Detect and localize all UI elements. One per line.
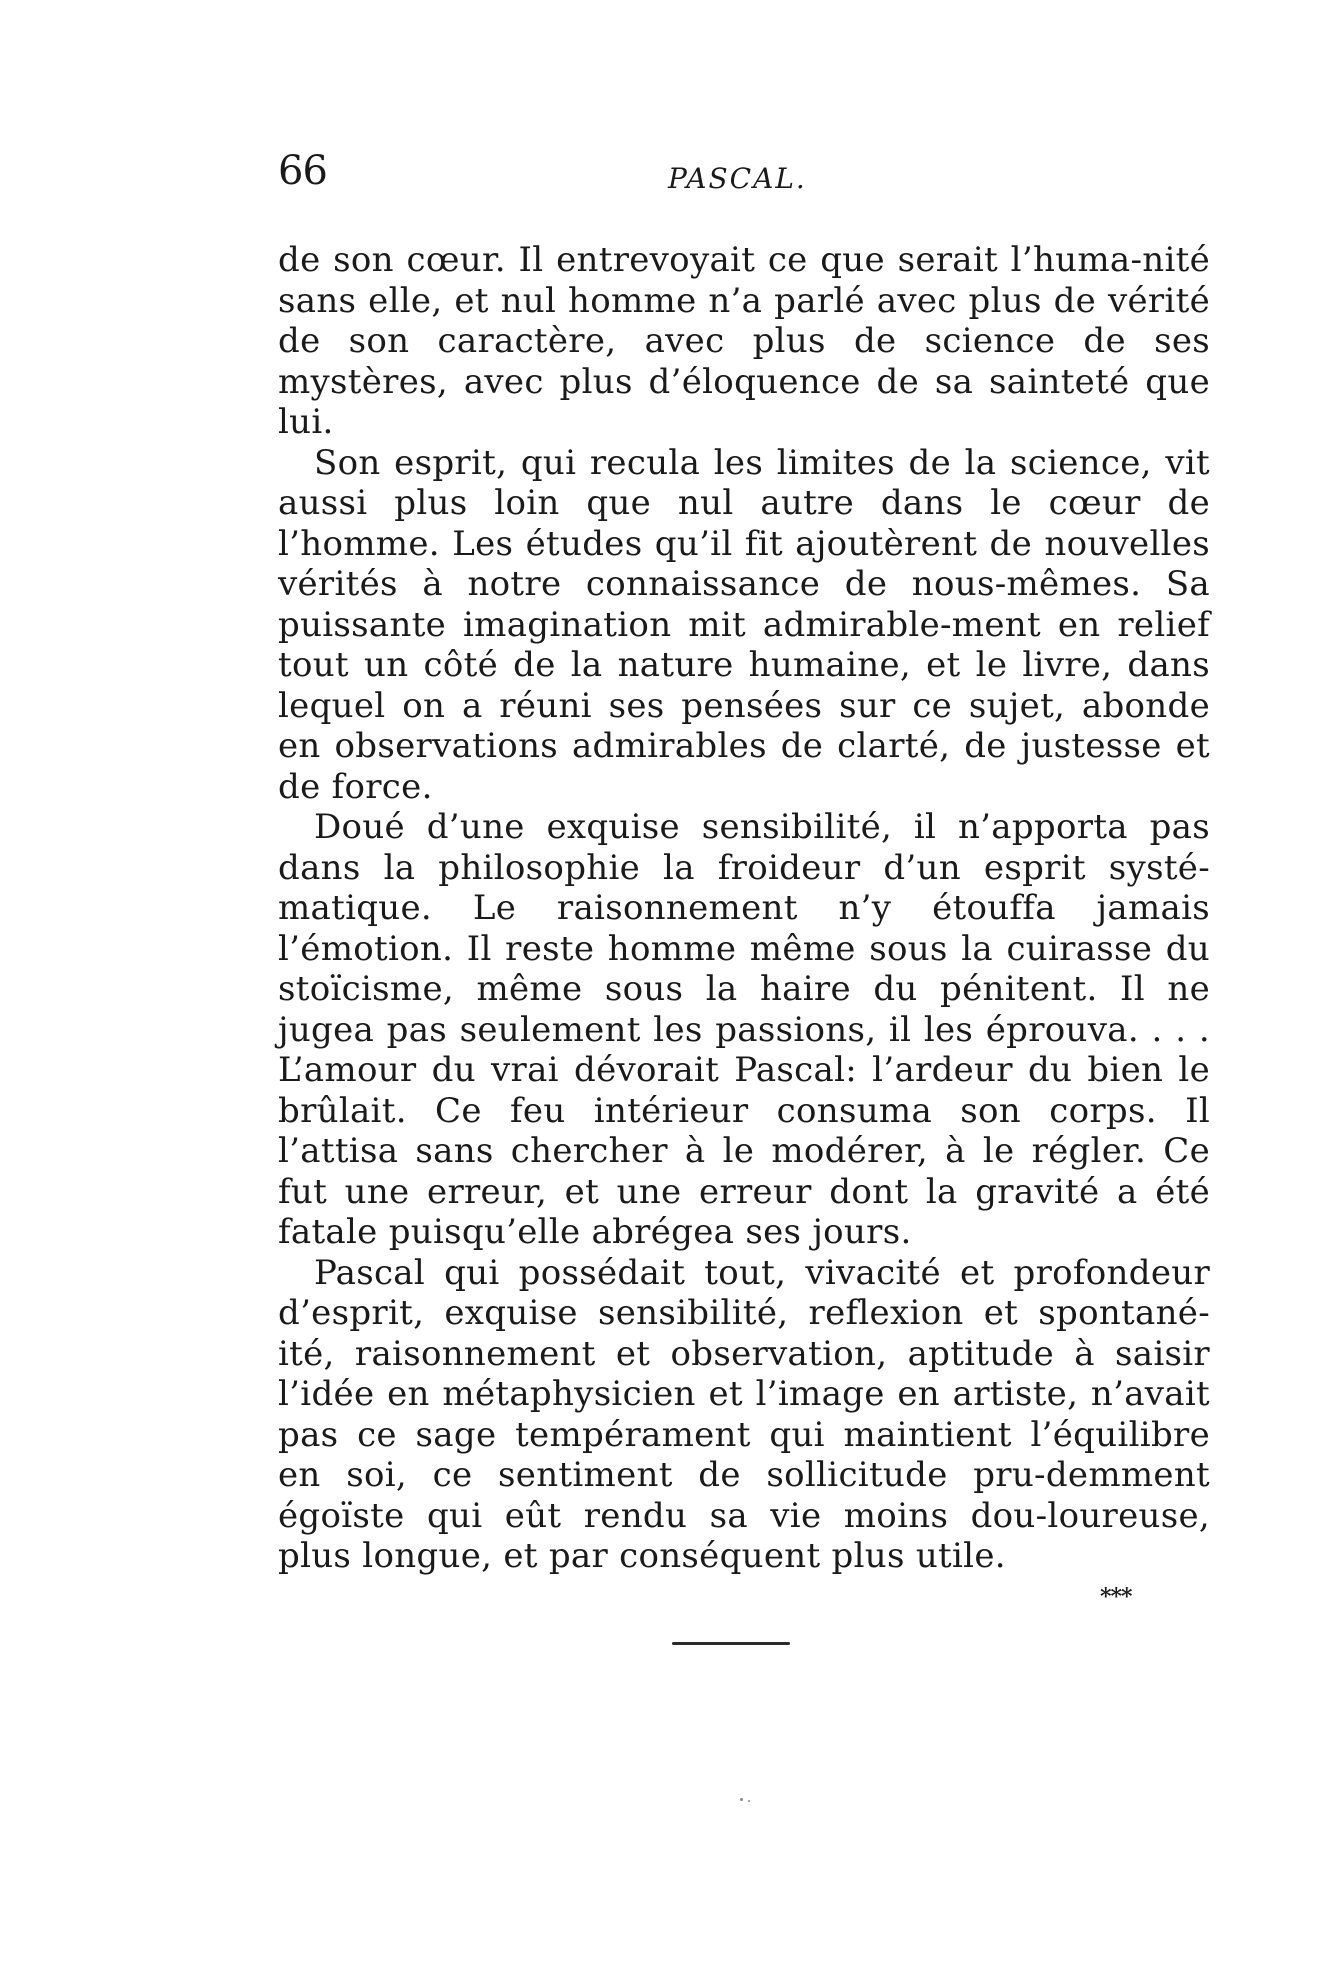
paragraph-2: Son esprit, qui recula les limites de la science, vit aussi plus loin que nul autre dans le cœur de l’homme. Les études qu’il fit ajoutèrent de nouvelles vérités à notre connaissance de nous-mêmes. Sa puissante imagination mit admirable-ment en relief tout un côté de la nature humaine, et le livre, dans lequel on a réuni ses pensées sur ce sujet, abonde en observations admirables de clarté, de justesse et de force. [278,442,1210,807]
running-title: PASCAL. [668,162,807,195]
end-asterisks: *** [1100,1584,1132,1610]
paragraph-4: Pascal qui possédait tout, vivacité et profondeur d’esprit, exquise sensibilité, reflexion et spontané-ité, raisonnement et observation, aptitude à saisir l’idée en métaphysicien et l’image en artiste, n’avait pas ce sage tempérament qui maintient l’équilibre en soi, ce sentiment de sollicitude pru-demment égoïste qui eût rendu sa vie moins dou-loureuse, plus longue, et par conséquent plus utile. [278,1252,1210,1576]
paragraph-3: Doué d’une exquise sensibilité, il n’apporta pas dans la philosophie la froideur d’un esprit systé-matique. Le raisonnement n’y étouffa jamais l’émotion. Il reste homme même sous la cuirasse du stoïcisme, même sous la haire du pénitent. Il ne jugea pas seulement les passions, il les éprouva. . . . L’amour du vrai dévorait Pascal: l’ardeur du bien le brûlait. Ce feu intérieur consuma son corps. Il l’attisa sans chercher à le modérer, à le régler. Ce fut une erreur, et une erreur dont la gravité a été fatale puisqu’elle abrégea ses jours. [278,807,1210,1252]
paper-speck [740,1798,743,1801]
paper-speck [748,1800,750,1802]
closing-rule [672,1642,790,1645]
page-number: 66 [278,148,327,194]
paragraph-1: de son cœur. Il entrevoyait ce que serait l’huma-nité sans elle, et nul homme n’a parlé avec plus de vérité de son caractère, avec plus de science de ses mystères, avec plus d’éloquence de sa sainteté que lui. [278,240,1210,442]
body-text [278,240,1210,1577]
page-header [278,148,1218,198]
